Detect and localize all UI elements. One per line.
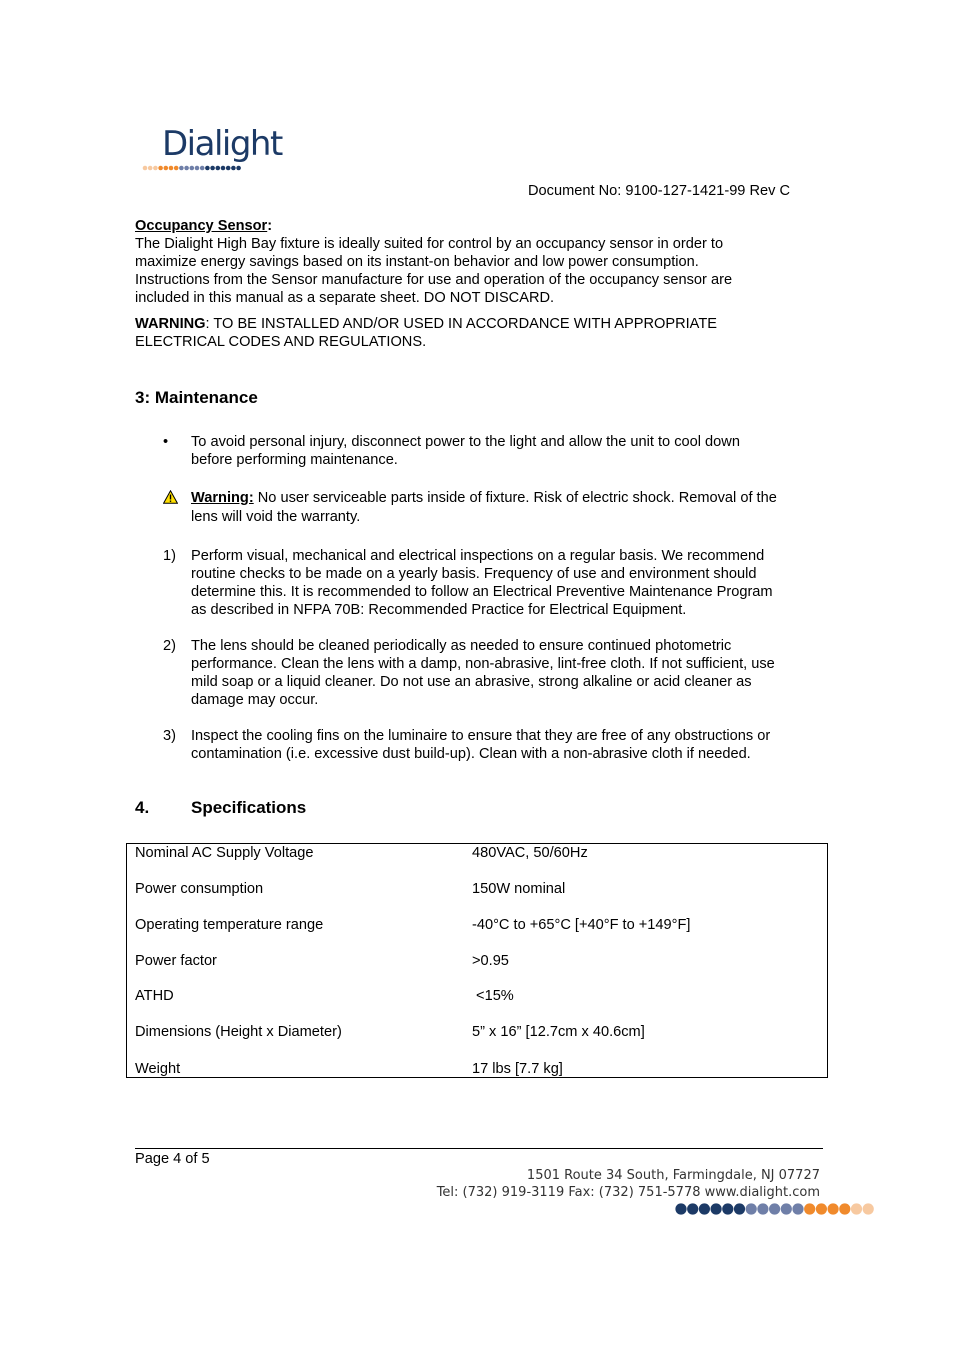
spec-label: Dimensions (Height x Diameter)	[135, 1024, 342, 1040]
page-number: Page 4 of 5	[135, 1151, 210, 1167]
spec-value: 17 lbs [7.7 kg]	[472, 1061, 563, 1077]
logo-dot	[169, 166, 174, 171]
bullet-symbol: •	[163, 434, 169, 450]
spec-label: Nominal AC Supply Voltage	[135, 845, 314, 861]
item-1-line: routine checks to be made on a yearly basis. Frequency of use and environment should	[191, 566, 757, 582]
footer-dot	[722, 1203, 733, 1214]
occupancy-warning-label: WARNING	[135, 316, 206, 332]
spec-label: ATHD	[135, 988, 174, 1004]
logo-dot	[210, 166, 215, 171]
footer-dot	[804, 1203, 815, 1214]
footer-dot	[757, 1203, 768, 1214]
footer-dots-graphic	[674, 1202, 878, 1216]
maintenance-warning-line-2: lens will void the warranty.	[191, 509, 361, 525]
occupancy-title-text: Occupancy Sensor	[135, 218, 268, 234]
logo-dot	[174, 166, 179, 171]
item-1-line: as described in NFPA 70B: Recommended Practice for Electrical Equipment.	[191, 602, 687, 618]
bullet-line-2: before performing maintenance.	[191, 452, 398, 468]
logo-dots-graphic	[142, 164, 282, 172]
logo-dot	[143, 166, 148, 171]
footer-dot	[769, 1203, 780, 1214]
occupancy-line-2: maximize energy savings based on its instant-on behavior and low power consumption.	[135, 254, 699, 270]
footer-dot	[851, 1203, 862, 1214]
maintenance-warning-label: Warning:	[191, 490, 254, 506]
warning-triangle-icon	[163, 490, 178, 504]
logo-dot	[184, 166, 189, 171]
footer-contact: Tel: (732) 919-3119 Fax: (732) 751-5778 www.dialight.com	[436, 1185, 820, 1200]
logo-dot	[231, 166, 236, 171]
table-row	[127, 952, 827, 970]
logo-wordmark: Dialight	[162, 124, 282, 164]
table-row	[127, 916, 827, 934]
spec-value: >0.95	[472, 953, 509, 969]
occupancy-line-3: Instructions from the Sensor manufacture for use and operation of the occupancy sensor are	[135, 272, 733, 288]
logo-dot	[195, 166, 200, 171]
bullet-line-1: To avoid personal injury, disconnect power to the light and allow the unit to cool down	[191, 434, 740, 450]
footer-divider	[135, 1148, 823, 1149]
logo-dot	[216, 166, 221, 171]
item-3-line: contamination (i.e. excessive dust build-up). Clean with a non-abrasive cloth if needed.	[191, 746, 751, 762]
maintenance-warning-line-1	[191, 489, 831, 507]
spec-value: 150W nominal	[472, 881, 566, 897]
item-2-line: The lens should be cleaned periodically as needed to ensure continued photometric	[191, 638, 732, 654]
footer-dot	[675, 1203, 686, 1214]
spec-value: 480VAC, 50/60Hz	[472, 845, 588, 861]
logo-dot	[200, 166, 205, 171]
logo-dot	[158, 166, 163, 171]
occupancy-warning-line-1	[135, 315, 825, 333]
spec-value: <15%	[472, 988, 514, 1004]
table-row	[127, 1023, 827, 1041]
specifications-table	[126, 843, 828, 1078]
footer-dot	[828, 1203, 839, 1214]
spec-value: -40°C to +65°C [+40°F to +149°F]	[472, 917, 691, 933]
item-1-number: 1)	[163, 548, 176, 564]
item-3-number: 3)	[163, 728, 176, 744]
occupancy-warning-text: : TO BE INSTALLED AND/OR USED IN ACCORDANCE WITH APPROPRIATE	[205, 316, 717, 332]
item-2-line: mild soap or a liquid cleaner. Do not use an abrasive, strong alkaline or acid cleaner as	[191, 674, 752, 690]
footer-dot	[781, 1203, 792, 1214]
item-1-line: determine this. It is recommended to follow an Electrical Preventive Maintenance Program	[191, 584, 773, 600]
occupancy-warning-line-2: ELECTRICAL CODES AND REGULATIONS.	[135, 334, 427, 350]
logo-dot	[179, 166, 184, 171]
logo-dot	[148, 166, 153, 171]
table-row	[127, 1060, 827, 1078]
spec-label: Weight	[135, 1061, 181, 1077]
spec-label: Operating temperature range	[135, 917, 324, 933]
footer-dot	[839, 1203, 850, 1214]
occupancy-title-colon: :	[267, 218, 273, 234]
item-3-line: Inspect the cooling fins on the luminaire to ensure that they are free of any obstructions or	[191, 728, 771, 744]
table-row	[127, 880, 827, 898]
footer-dot	[711, 1203, 722, 1214]
logo-dot	[226, 166, 231, 171]
logo-dot	[153, 166, 158, 171]
occupancy-line-4: included in this manual as a separate sheet. DO NOT DISCARD.	[135, 290, 555, 306]
logo-dot	[221, 166, 226, 171]
footer-dot	[863, 1203, 874, 1214]
spec-label: Power consumption	[135, 881, 264, 897]
footer-dot	[792, 1203, 803, 1214]
logo-dot	[190, 166, 195, 171]
spec-label: Power factor	[135, 953, 217, 969]
maintenance-warning-text: No user serviceable parts inside of fixture. Risk of electric shock. Removal of the	[253, 490, 777, 506]
table-row	[127, 844, 827, 862]
occupancy-title	[135, 217, 272, 235]
logo-dot	[205, 166, 210, 171]
logo-dot	[164, 166, 169, 171]
footer-dot	[734, 1203, 745, 1214]
item-1-line: Perform visual, mechanical and electrical inspections on a regular basis. We recommend	[191, 548, 765, 564]
spec-value: 5” x 16” [12.7cm x 40.6cm]	[472, 1024, 645, 1040]
item-2-line: damage may occur.	[191, 692, 319, 708]
footer-dot	[687, 1203, 698, 1214]
maintenance-heading: 3: Maintenance	[135, 388, 258, 407]
table-row	[127, 987, 827, 1005]
specifications-heading: Specifications	[191, 798, 307, 817]
occupancy-line-1: The Dialight High Bay fixture is ideally suited for control by an occupancy sensor in order to	[135, 236, 724, 252]
specifications-heading-number: 4.	[135, 798, 150, 817]
document-number: Document No: 9100-127-1421-99 Rev C	[528, 183, 791, 199]
logo-dot	[236, 166, 241, 171]
dialight-logo	[140, 126, 300, 176]
footer-dot	[699, 1203, 710, 1214]
item-2-number: 2)	[163, 638, 176, 654]
footer-dot	[816, 1203, 827, 1214]
footer-dot	[746, 1203, 757, 1214]
footer-address: 1501 Route 34 South, Farmingdale, NJ 07727	[526, 1168, 820, 1183]
item-2-line: performance. Clean the lens with a damp, non-abrasive, lint-free cloth. If not sufficient, use	[191, 656, 775, 672]
